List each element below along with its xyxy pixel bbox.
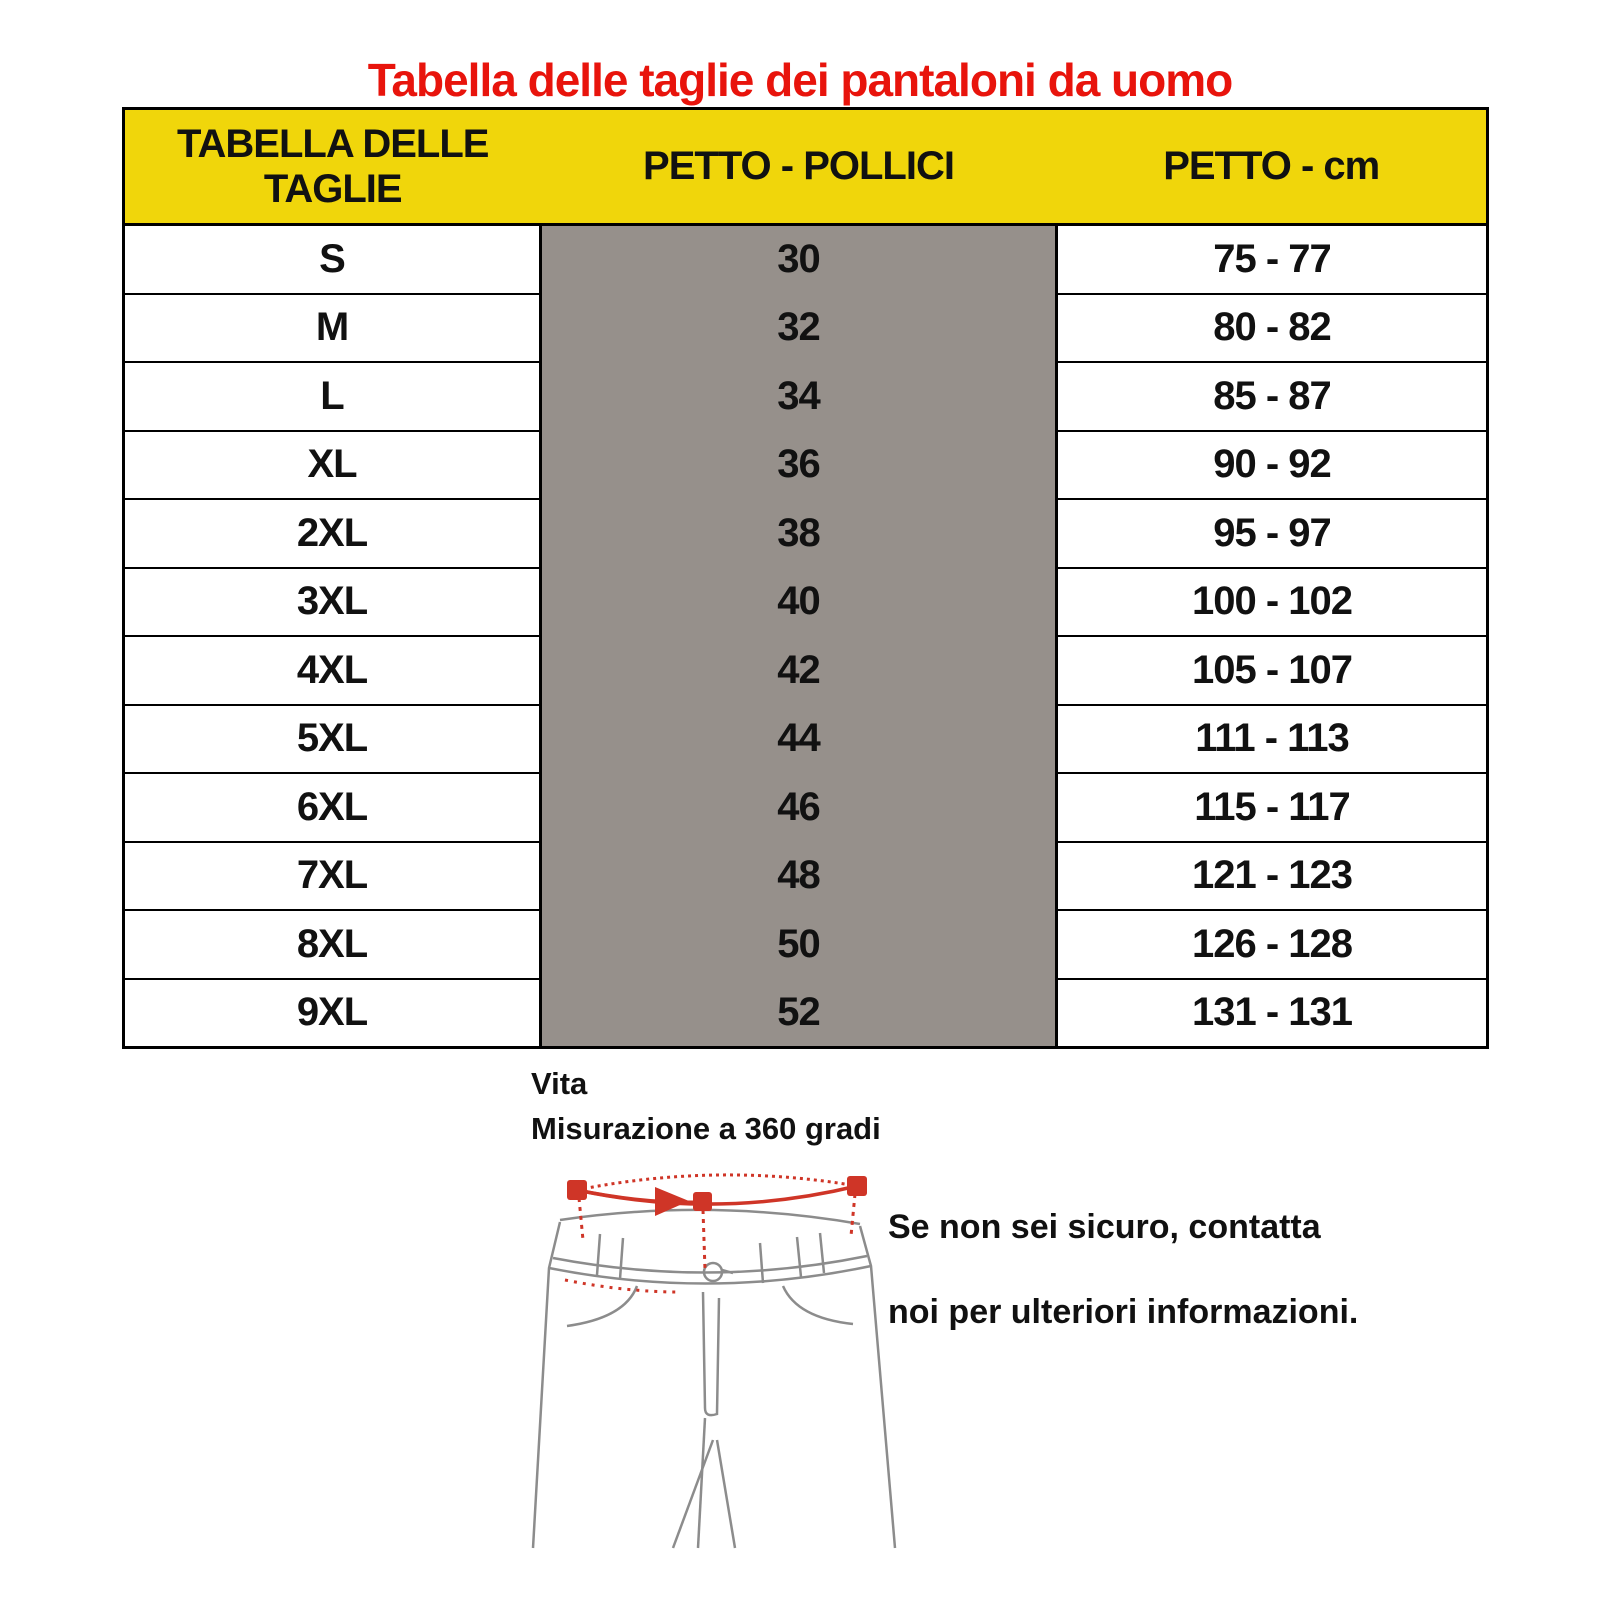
cell-cm: 75 - 77 — [1057, 225, 1488, 294]
cell-cm: 90 - 92 — [1057, 431, 1488, 500]
waist-measure-note — [531, 1062, 881, 1152]
table-row — [124, 842, 1488, 911]
header-size-label: TABELLA DELLE TAGLIE — [124, 109, 541, 225]
cell-cm: 100 - 102 — [1057, 568, 1488, 637]
table-row — [124, 294, 1488, 363]
cell-inches: 50 — [541, 910, 1057, 979]
cell-cm: 95 - 97 — [1057, 499, 1488, 568]
cell-cm: 105 - 107 — [1057, 636, 1488, 705]
cell-size: XL — [124, 431, 541, 500]
cell-cm: 121 - 123 — [1057, 842, 1488, 911]
cell-cm: 85 - 87 — [1057, 362, 1488, 431]
cell-size: 5XL — [124, 705, 541, 774]
cell-inches: 38 — [541, 499, 1057, 568]
header-inches: PETTO - POLLICI — [541, 109, 1057, 225]
table-header-row — [124, 109, 1488, 225]
contact-note — [888, 1208, 1358, 1332]
contact-note-line1: Se non sei sicuro, contatta — [888, 1208, 1321, 1246]
waist-measure-note-line1: Vita — [531, 1066, 588, 1101]
cell-size: 2XL — [124, 499, 541, 568]
cell-cm: 131 - 131 — [1057, 979, 1488, 1048]
cell-cm: 111 - 113 — [1057, 705, 1488, 774]
cell-size: 9XL — [124, 979, 541, 1048]
table-row — [124, 910, 1488, 979]
cell-inches: 32 — [541, 294, 1057, 363]
page-title: Tabella delle taglie dei pantaloni da uomo — [367, 53, 1233, 106]
table-row — [124, 773, 1488, 842]
cell-size: M — [124, 294, 541, 363]
cell-size: 4XL — [124, 636, 541, 705]
cell-size: 3XL — [124, 568, 541, 637]
table-row — [124, 431, 1488, 500]
table-row — [124, 568, 1488, 637]
waist-measure-note-line2: Misurazione a 360 gradi — [531, 1110, 881, 1146]
cell-inches: 44 — [541, 705, 1057, 774]
header-cm: PETTO - cm — [1057, 109, 1488, 225]
table-row — [124, 499, 1488, 568]
cell-cm: 115 - 117 — [1057, 773, 1488, 842]
cell-size: 6XL — [124, 773, 541, 842]
cell-inches: 34 — [541, 362, 1057, 431]
cell-inches: 48 — [541, 842, 1057, 911]
table-row — [124, 705, 1488, 774]
table-row — [124, 362, 1488, 431]
pants-waist-measurement-icon — [505, 1140, 915, 1600]
cell-inches: 30 — [541, 225, 1057, 294]
cell-inches: 52 — [541, 979, 1057, 1048]
cell-size: 7XL — [124, 842, 541, 911]
cell-size: 8XL — [124, 910, 541, 979]
table-row — [124, 979, 1488, 1048]
contact-note-line2: noi per ulteriori informazioni. — [888, 1293, 1359, 1331]
cell-size: L — [124, 362, 541, 431]
cell-size: S — [124, 225, 541, 294]
table-row — [124, 636, 1488, 705]
cell-inches: 46 — [541, 773, 1057, 842]
size-chart-table — [122, 107, 1489, 1049]
cell-cm: 126 - 128 — [1057, 910, 1488, 979]
table-row — [124, 225, 1488, 294]
cell-inches: 36 — [541, 431, 1057, 500]
cell-inches: 42 — [541, 636, 1057, 705]
cell-cm: 80 - 82 — [1057, 294, 1488, 363]
cell-inches: 40 — [541, 568, 1057, 637]
